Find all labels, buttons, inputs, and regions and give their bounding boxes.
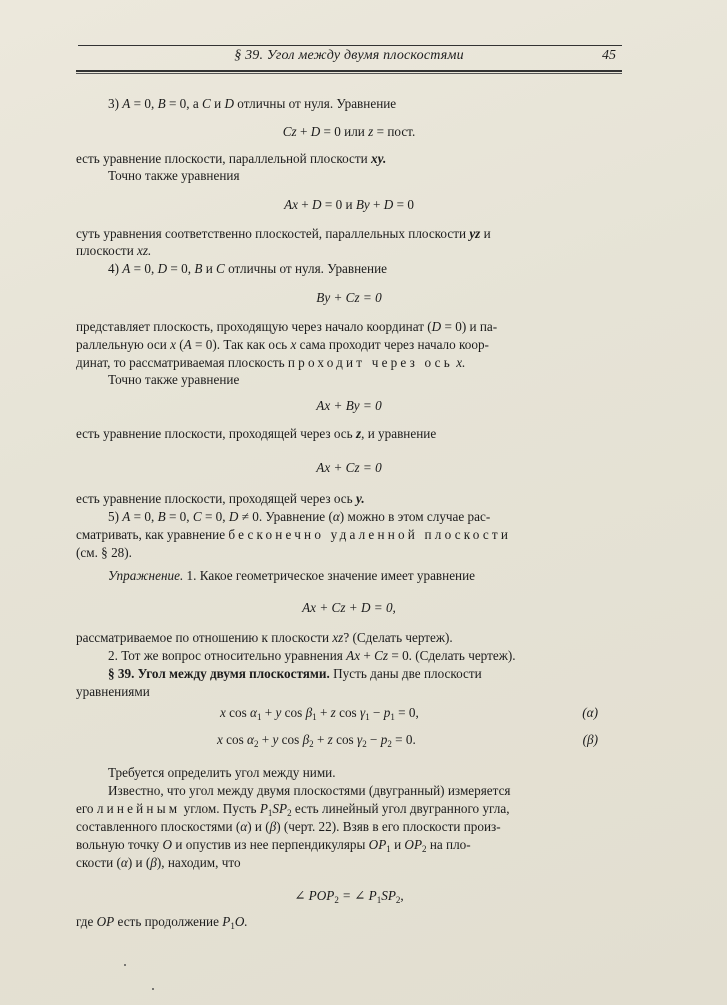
equation: Ax + Cz = 0 xyxy=(316,460,382,475)
paragraph-line: уравнениями xyxy=(76,684,150,699)
paragraph-line: Известно, что угол между двумя плоскостями (двугранный) измеряется xyxy=(108,783,511,798)
page-number: 45 xyxy=(602,48,616,63)
paragraph-line: динат, то рассматриваемая плоскость проходит через ось x. xyxy=(76,355,466,370)
running-head xyxy=(76,48,622,68)
paragraph-line: Точно также уравнение xyxy=(108,372,240,387)
header-rule-top xyxy=(78,45,622,46)
equation: Cz + D = 0 или z = пост. xyxy=(282,124,416,139)
header-rule-bottom-thin xyxy=(76,73,622,74)
paragraph-line: Точно также уравнения xyxy=(108,168,240,183)
equation: ∠ $POP_2$ = ∠ $P_1SP_2$, xyxy=(294,888,404,905)
paragraph-line: скости (α) и (β), находим, что xyxy=(76,855,241,870)
equation: By + Cz = 0 xyxy=(316,290,382,305)
paragraph-line: 5) A = 0, B = 0, C = 0, D ≠ 0. Уравнение (α) можно в этом случае рас- xyxy=(108,509,491,524)
paragraph-line: Требуется определить угол между ними. xyxy=(108,765,336,780)
paragraph-line: есть уравнение плоскости, проходящей через ось y. xyxy=(76,491,365,506)
paragraph-line: раллельную оси x (A = 0). Так как ось x сама проходит через начало коор- xyxy=(76,337,489,352)
speck xyxy=(152,988,154,990)
equation: Ax + D = 0 и By + D = 0 xyxy=(284,197,414,212)
paragraph-line: составленного плоскостями (α) и (β) (черт. 22). Взяв в его плоскости произ- xyxy=(76,819,501,834)
paragraph-line: 4) A = 0, D = 0, B и C отличны от нуля. Уравнение xyxy=(108,261,388,276)
equation: Ax + By = 0 xyxy=(316,398,382,413)
paragraph-line: суть уравнения соответственно плоскостей, параллельных плоскости yz и xyxy=(76,226,491,241)
paragraph-line: есть уравнение плоскости, параллельной плоскости xy. xyxy=(76,151,387,166)
paragraph-line: где OP есть продолжение $P_1O$. xyxy=(76,914,248,931)
paragraph-line: 3) A = 0, B = 0, а C и D отличны от нуля. Уравнение xyxy=(108,96,397,111)
paragraph-line: плоскости xz. xyxy=(76,243,152,258)
exercise-label: Упражнение. xyxy=(108,568,184,583)
paragraph-line: представляет плоскость, проходящую через начало координат (D = 0) и па- xyxy=(76,319,498,334)
speck xyxy=(124,964,126,966)
paragraph-line: есть уравнение плоскости, проходящей через ось z, и уравнение xyxy=(76,426,437,441)
section-heading-line: § 39. Угол между двумя плоскостями. Пусть даны две плоскости xyxy=(108,666,482,681)
book-page: § 39. Угол между двумя плоскостями 45 3) A = 0, B = 0, а C и D отличны от нуля. Уравнение Cz + D = 0 или z = пост. есть уравнение плоскости, параллельной плоскости xy. Точно также уравнения Ax + D = 0 и By + D = 0 суть уравнения соответственно плоскостей, параллельных плоскости yz и плоскости xz. 4) A = 0, D = 0, B и C отличны от нуля. Уравнение By + Cz = 0 представляет плоскость, проходящую через начало координат (D = 0) и па- раллельную оси x (A = 0). Так как ось x сама проходит через начало коор- динат, то рассматриваемая плоскость проходит через ось x. Точно также уравнение Ax + By = 0 есть уравнение плоскости, проходящей через ось z, и уравнение Ax + Cz = 0 есть уравнение плоскости, проходящей через ось y. 5) A = 0, B = 0, C = 0, D ≠ 0. Уравнение (α) можно в этом случае рас- сматривать, как уравнение бесконечно удаленной плоскости (см. § 28). Упражнение. 1. Какое геометрическое значение имеет уравнение Ax + Cz + D = 0, рассматриваемое по отношению к плоскости xz? (Сделать чертеж). 2. Тот же вопрос относительно уравнения Ax + Cz = 0. (Сделать чертеж). § 39. Угол между двумя плоскостями. Пусть даны две плоскости уравнениями x $\cos \alpha_1 + y$ $\cos \beta_1 + z$ $\cos \gamma_1 - p_1 = 0$, (α) x $\cos \alpha_2 + y$ $\cos \beta_2 + z$ $\cos \gamma_2 - p_2 = 0$. (β) Требуется определить угол между ними. Известно, что угол между двумя плоскостями (двугранный) измеряется его линейным углом. Пусть $P_1SP_2$ есть линейный угол двугранного угла, составленного плоскостями (α) и (β) (черт. 22). Взяв в его плоскости произ- вольную точку O и опустив из нее перпендикуляры $OP_1$ и $OP_2$ на пло- скости (α) и (β), находим, что ∠ $POP_2$ = ∠ $P_1SP_2$, где OP есть продолжение $P_1O$. xyxy=(0,0,727,1005)
paragraph-line: 2. Тот же вопрос относительно уравнения Ax + Cz = 0. (Сделать чертеж). xyxy=(108,648,516,663)
paragraph-line: (см. § 28). xyxy=(76,545,132,560)
header-rule-bottom xyxy=(76,70,622,72)
paragraph-line: его линейным углом. Пусть $P_1SP_2$ есть линейный угол двугранного угла, xyxy=(76,801,510,818)
exercise-line: Упражнение. 1. Какое геометрическое значение имеет уравнение xyxy=(108,568,476,583)
section-heading: § 39. Угол между двумя плоскостями. xyxy=(108,666,330,681)
equation-label: (α) xyxy=(582,705,598,720)
running-title: § 39. Угол между двумя плоскостями xyxy=(234,48,464,63)
equation: Ax + Cz + D = 0, xyxy=(302,600,396,615)
paragraph-line: вольную точку O и опустив из нее перпендикуляры $OP_1$ и $OP_2$ на пло- xyxy=(76,837,471,854)
paragraph-line: рассматриваемое по отношению к плоскости xz? (Сделать чертеж). xyxy=(76,630,453,645)
paragraph-line: сматривать, как уравнение бесконечно удаленной плоскости xyxy=(76,527,512,542)
equation-label: (β) xyxy=(582,732,598,747)
